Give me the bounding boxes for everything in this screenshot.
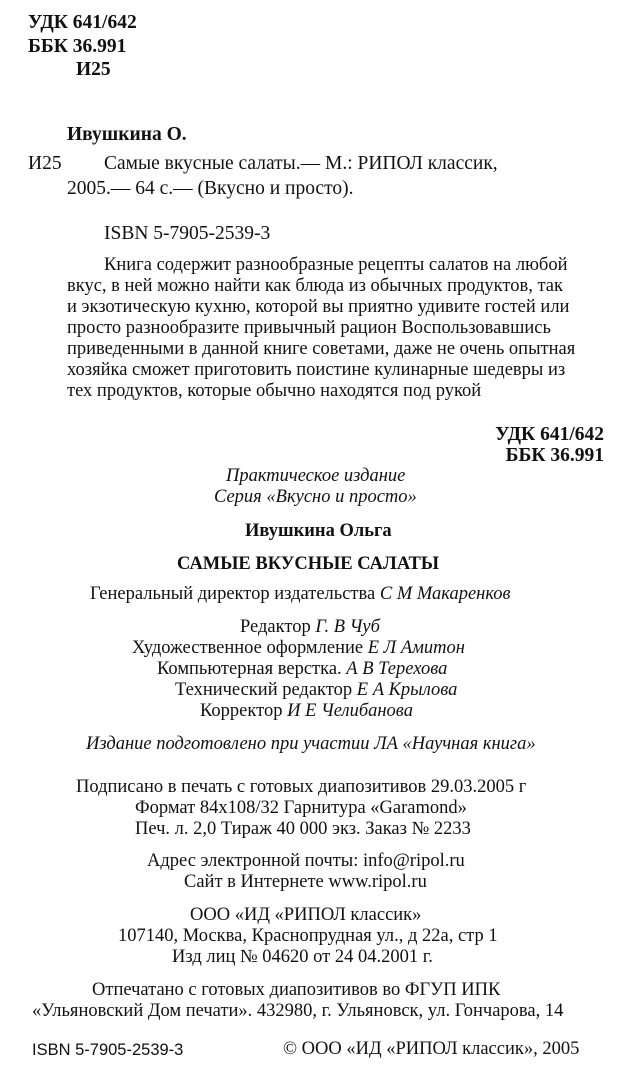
art-line [132,638,465,659]
editor-name: Г. В Чуб [315,617,380,637]
editor-role: Редактор [240,617,311,637]
annotation-line: хозяйка сможет приготовить поистине кулинарные шедевры из [67,360,566,380]
email-line: Адрес электронной почты: info@ripol.ru [147,851,465,871]
print-info-line-1: Подписано в печать с готовых диапозитивов 29.03.2005 г [76,777,527,797]
layout-line [157,659,447,680]
printer-line-1: Отпечатано с готовых диапозитивов во ФГУП ИПК [92,980,501,1000]
bib-isbn: ISBN 5-7905-2539-3 [104,223,271,244]
layout-name: А В Терехова [346,659,448,679]
edition-type: Практическое издание [226,466,406,486]
publisher-address: 107140, Москва, Краснопрудная ул., д 22а, стр 1 [118,926,498,946]
tech-line [175,680,457,701]
bbk-right: ББК 36.991 [505,445,604,466]
printer-line-2: «Ульяновский Дом печати». 432980, г. Ульяновск, ул. Гончарова, 14 [32,1001,564,1021]
edition-series: Серия «Вкусно и просто» [214,487,417,507]
annotation-line: тех продуктов, которые обычно находятся под рукой [67,381,482,401]
footer-isbn: ISBN 5-7905-2539-3 [32,1041,184,1059]
layout-role: Компьютерная верстка. [157,659,342,679]
art-role: Художественное оформление [132,638,364,658]
annotation-line: и экзотическую кухню, которой вы приятно удивите гостей или [67,297,570,317]
author-full: Ивушкина Ольга [245,521,392,541]
publisher-name: ООО «ИД «РИПОЛ классик» [190,905,422,925]
bbk-label: ББК 36.991 [28,36,127,57]
annotation-line: просто разнообразите привычный рацион Воспользовавшись [67,318,551,338]
director-role: Генеральный директор издательства [90,584,376,604]
proof-name: И Е Челибанова [287,701,413,721]
editor-line [240,617,380,638]
proof-role: Корректор [200,701,283,721]
bib-code: И25 [28,153,62,174]
print-info-line-2: Формат 84х108/32 Гарнитура «Garamond» [135,798,467,818]
book-title-caps: САМЫЕ ВКУСНЫЕ САЛАТЫ [177,554,440,574]
author-short: Ивушкина О. [67,124,187,145]
annotation-line: Книга содержит разнообразные рецепты салатов на любой [104,255,568,275]
annotation-line: вкус, в ней можно найти как блюда из обычных продуктов, так [67,276,563,296]
bib-title-line-2: 2005.— 64 с.— (Вкусно и просто). [67,178,354,199]
director-line [90,584,511,605]
proof-line [200,701,413,722]
udk-label: УДК 641/642 [28,12,137,33]
author-code: И25 [76,59,111,80]
bib-title-line-1: Самые вкусные салаты.— М.: РИПОЛ классик, [104,153,498,174]
footer-copyright: © ООО «ИД «РИПОЛ классик», 2005 [283,1039,580,1059]
art-name: Е Л Амитон [367,638,465,658]
print-info-line-3: Печ. л. 2,0 Тираж 40 000 экз. Заказ № 2233 [135,819,471,839]
tech-role: Технический редактор [175,680,353,700]
annotation-line: приведенными в данной книге советами, даже не очень опытная [67,339,576,359]
prepared-note: Издание подготовлено при участии ЛА «Научная книга» [86,734,536,754]
site-line: Сайт в Интернете www.ripol.ru [184,872,427,892]
publisher-license: Изд лиц № 04620 от 24 04.2001 г. [172,947,433,967]
tech-name: Е А Крылова [356,680,458,700]
director-name: С М Макаренков [379,584,511,604]
udk-right: УДК 641/642 [495,424,604,445]
